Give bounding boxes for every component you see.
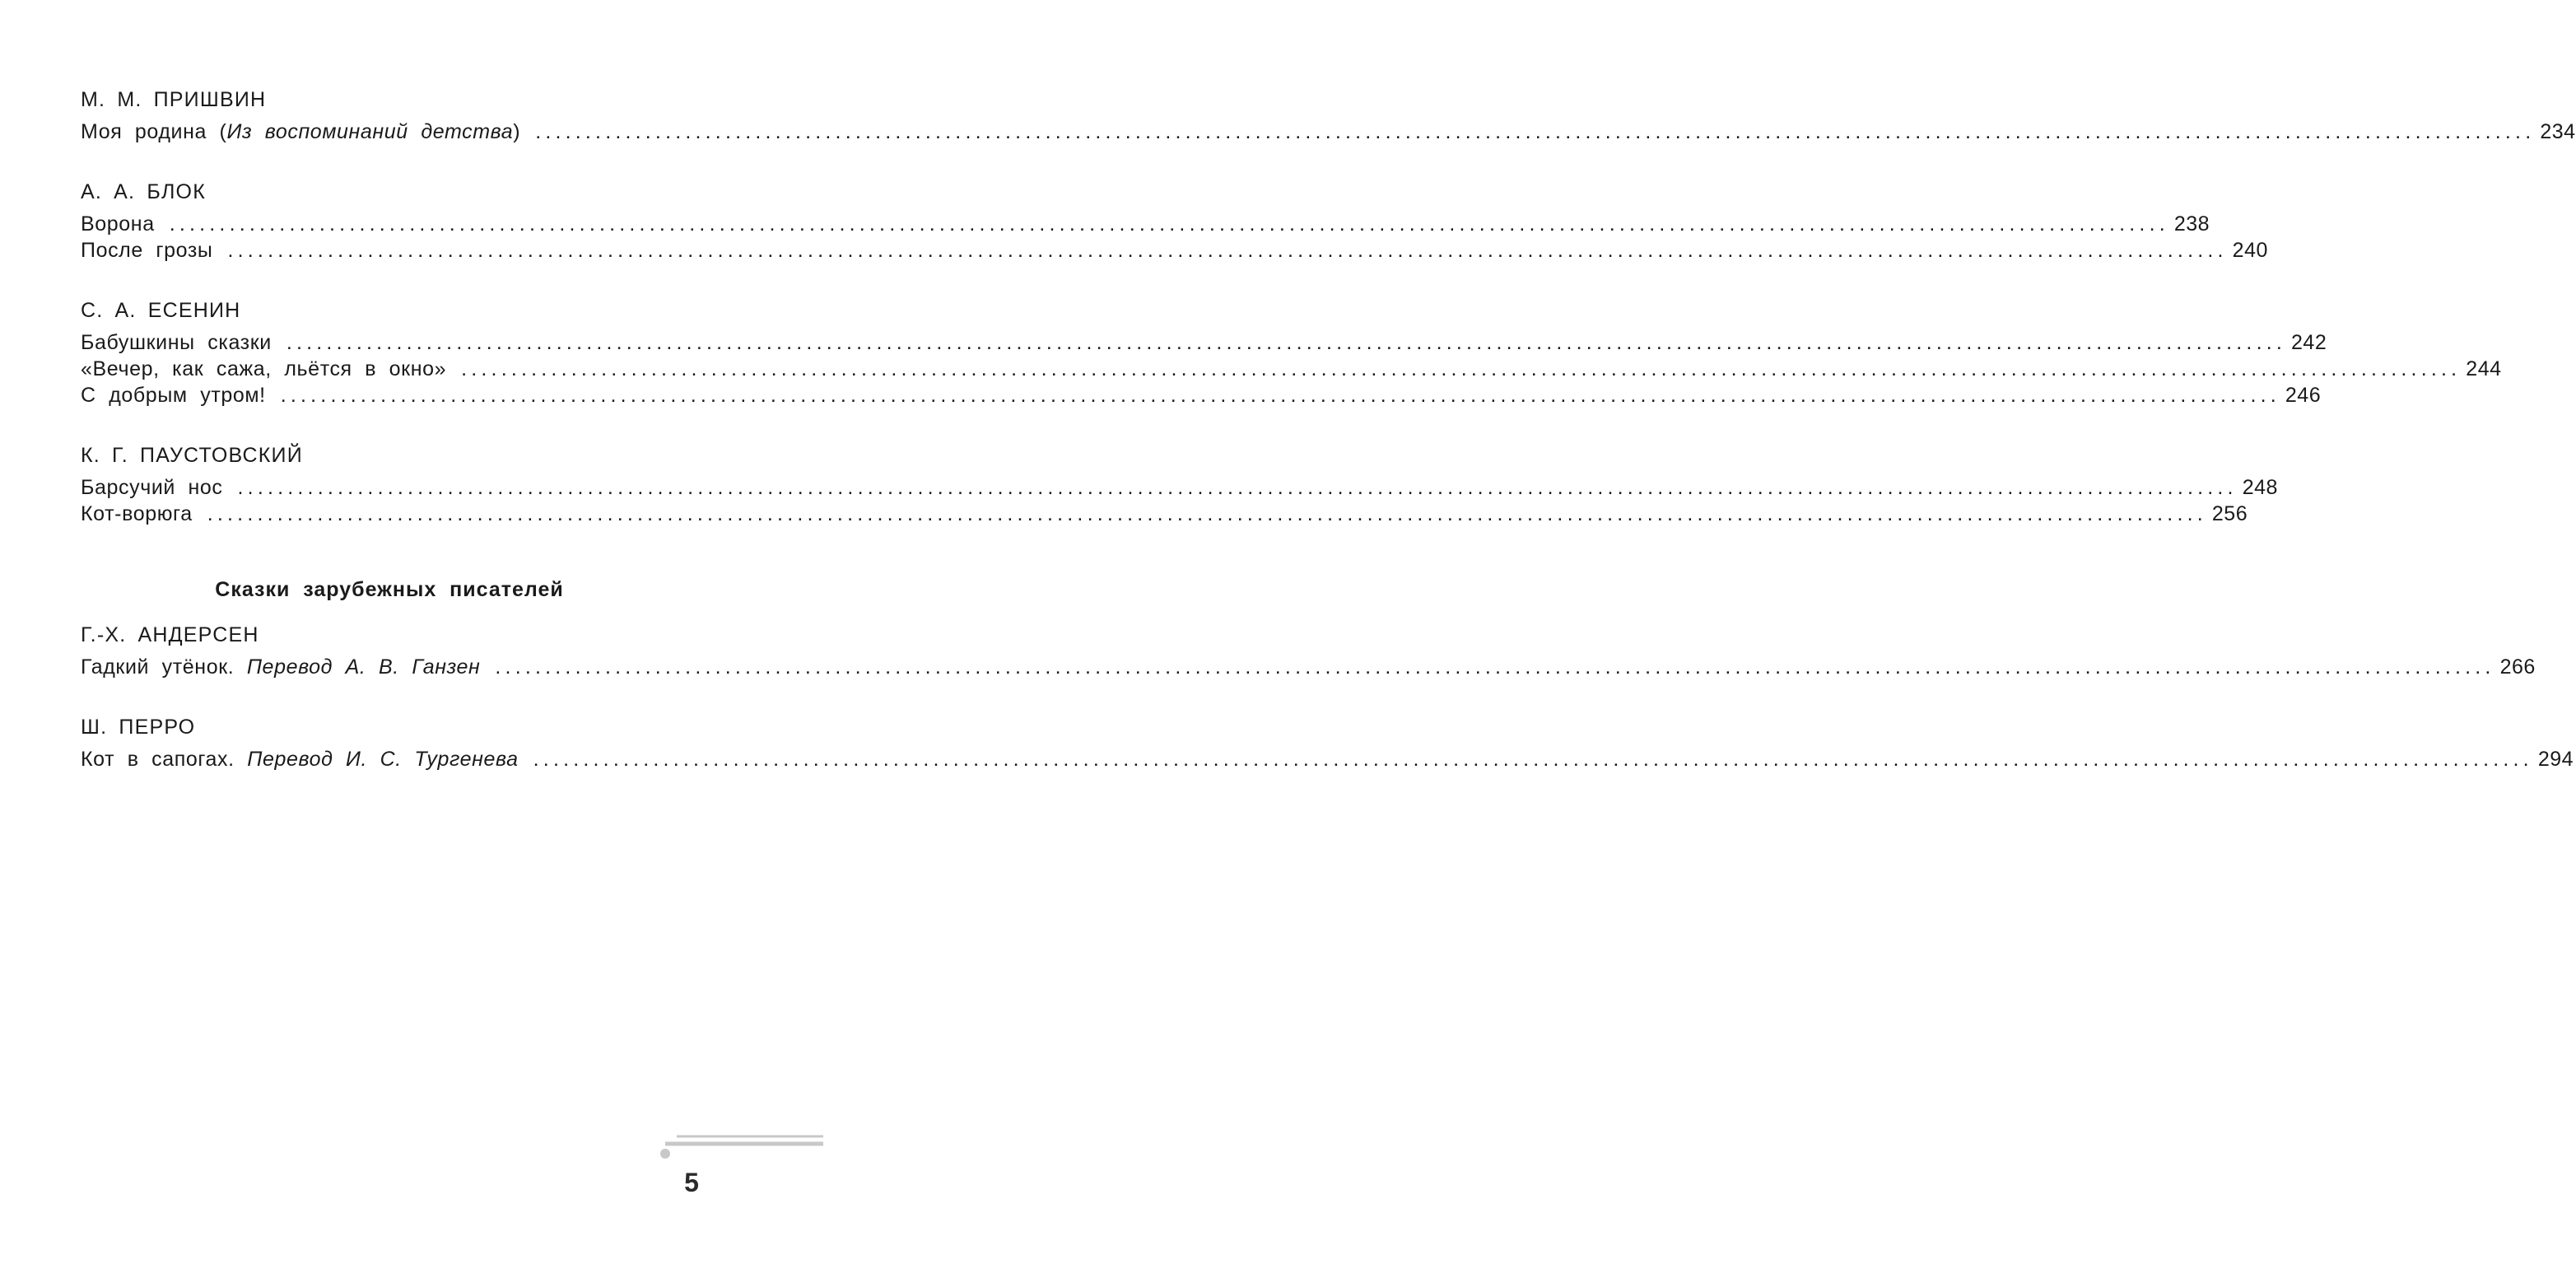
dot-leader: ........................................................................................................................................................................................................ xyxy=(495,655,2495,679)
entry-page-number: 234 xyxy=(2540,120,2576,143)
toc-entry[interactable] xyxy=(81,329,2327,356)
entry-title: Кот в сапогах. Перевод И. С. Тургенева xyxy=(81,748,519,771)
toc-entry[interactable] xyxy=(81,654,2536,680)
toc-entry[interactable] xyxy=(81,746,2574,772)
entry-page-number: 242 xyxy=(2291,331,2327,354)
author-name: С. А. ЕСЕНИН xyxy=(81,299,241,322)
author-name: К. Г. ПАУСТОВСКИЙ xyxy=(81,444,303,467)
author-group xyxy=(81,713,2574,772)
toc-entry[interactable] xyxy=(81,382,2322,408)
entry-page-number: 240 xyxy=(2232,239,2268,262)
dot-leader: ........................................................................................................................................................................................................ xyxy=(169,212,2169,236)
toc-entry[interactable] xyxy=(81,501,2248,527)
page-number: 5 xyxy=(684,1168,699,1197)
author-group xyxy=(81,178,2268,264)
dot-leader: ........................................................................................................................................................................................................ xyxy=(286,331,2287,354)
bullet-dot-icon xyxy=(660,1149,670,1159)
toc-entry[interactable] xyxy=(81,237,2268,264)
entry-page-number: 246 xyxy=(2285,384,2322,407)
entry-title: С добрым утром! xyxy=(81,384,266,407)
entry-title: «Вечер, как сажа, льётся в окно» xyxy=(81,357,447,380)
dot-leader: ........................................................................................................................................................................................................ xyxy=(237,476,2238,499)
author-group xyxy=(81,441,2278,527)
author-name: М. М. ПРИШВИН xyxy=(81,88,267,111)
entry-page-number: 244 xyxy=(2466,357,2502,380)
author-name: А. А. БЛОК xyxy=(81,180,206,203)
entry-translator: Перевод И. С. Тургенева xyxy=(247,748,519,771)
dot-leader: ........................................................................................................................................................................................................ xyxy=(227,239,2228,262)
author-group xyxy=(81,86,2576,145)
author-name: Г.-Х. АНДЕРСЕН xyxy=(81,623,259,646)
toc-entry[interactable] xyxy=(81,211,2210,237)
page-corner-decoration xyxy=(659,1133,823,1166)
entry-page-number: 266 xyxy=(2499,655,2536,679)
toc-entry[interactable] xyxy=(81,119,2576,145)
author-group xyxy=(81,296,2502,408)
entry-page-number: 256 xyxy=(2211,502,2248,525)
entry-subtitle: Из воспоминаний детства xyxy=(226,120,514,143)
toc-entry[interactable] xyxy=(81,356,2502,382)
section-heading: Сказки зарубежных писателей xyxy=(215,578,564,601)
dot-leader: ........................................................................................................................................................................................................ xyxy=(535,120,2536,143)
entry-page-number: 238 xyxy=(2173,212,2210,236)
entry-title: Ворона xyxy=(81,212,155,236)
entry-title: Гадкий утёнок. Перевод А. В. Ганзен xyxy=(81,655,481,679)
entry-title: Моя родина (Из воспоминаний детства) xyxy=(81,120,521,143)
dot-leader: ........................................................................................................................................................................................................ xyxy=(533,748,2533,771)
author-name: Ш. ПЕРРО xyxy=(81,716,196,739)
entry-translator: Перевод А. В. Ганзен xyxy=(246,655,481,679)
table-of-contents xyxy=(81,86,2576,805)
entry-title: После грозы xyxy=(81,239,213,262)
dot-leader: ........................................................................................................................................................................................................ xyxy=(461,357,2462,380)
entry-page-number: 248 xyxy=(2242,476,2278,499)
toc-entry[interactable] xyxy=(81,474,2278,501)
dot-leader: ........................................................................................................................................................................................................ xyxy=(280,384,2280,407)
author-group xyxy=(81,621,2536,680)
entry-page-number: 294 xyxy=(2537,748,2574,771)
entry-title: Бабушкины сказки xyxy=(81,331,272,354)
entry-title: Кот-ворюга xyxy=(81,502,193,525)
dot-leader: ........................................................................................................................................................................................................ xyxy=(207,502,2207,525)
entry-title: Барсучий нос xyxy=(81,476,223,499)
